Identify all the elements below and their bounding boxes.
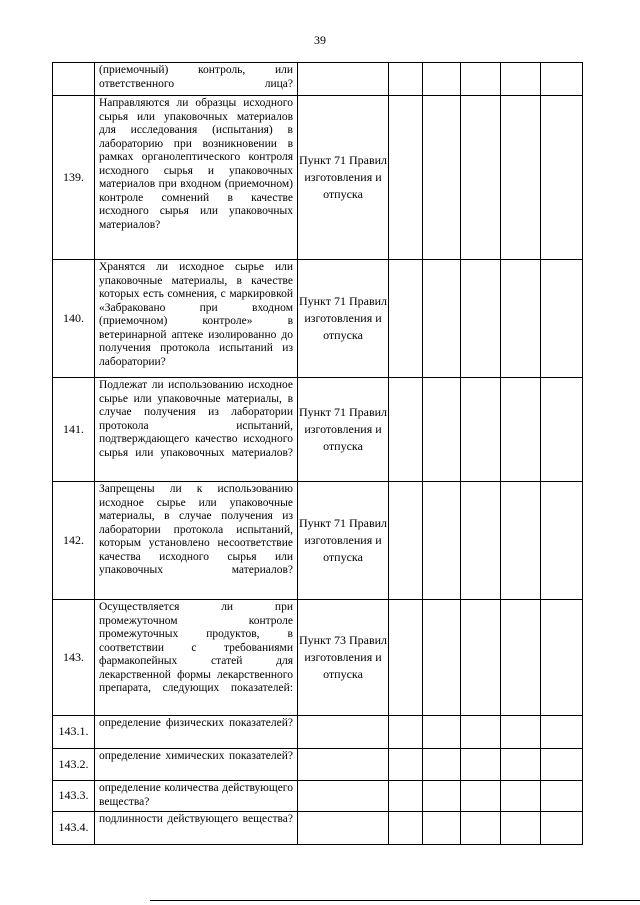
answer-cell[interactable] bbox=[541, 96, 583, 260]
row-number: 143.3. bbox=[53, 781, 95, 812]
row-number: 141. bbox=[53, 378, 95, 482]
answer-cell[interactable] bbox=[423, 749, 461, 781]
answer-cell[interactable] bbox=[501, 260, 541, 378]
reference-cell bbox=[298, 63, 389, 96]
row-number: 143. bbox=[53, 600, 95, 716]
answer-cell[interactable] bbox=[461, 482, 501, 600]
question-cell bbox=[95, 749, 298, 781]
question-cell bbox=[95, 63, 298, 96]
answer-cell[interactable] bbox=[541, 63, 583, 96]
question-text: Осуществляется ли при промежуточном контроле промежуточных продуктов, в соответствии с требованиями фармакопейных статей для лекарственной формы лекарственного препарата, следующих показателей: bbox=[99, 601, 293, 694]
answer-cell[interactable] bbox=[461, 378, 501, 482]
answer-cell[interactable] bbox=[389, 482, 423, 600]
answer-cell[interactable] bbox=[501, 781, 541, 812]
reference-cell: Пункт 71 Правил изготовления и отпуска bbox=[298, 96, 389, 260]
question-text: определение физических показателей? bbox=[99, 717, 293, 729]
answer-cell[interactable] bbox=[389, 716, 423, 749]
answer-cell[interactable] bbox=[501, 63, 541, 96]
answer-cell[interactable] bbox=[461, 812, 501, 845]
page-number: 39 bbox=[314, 33, 326, 47]
row-number: 139. bbox=[53, 96, 95, 260]
answer-cell[interactable] bbox=[423, 260, 461, 378]
question-cell bbox=[95, 812, 298, 845]
answer-cell[interactable] bbox=[501, 812, 541, 845]
table-row bbox=[53, 716, 583, 749]
answer-cell[interactable] bbox=[541, 749, 583, 781]
question-cell bbox=[95, 96, 298, 260]
answer-cell[interactable] bbox=[423, 96, 461, 260]
question-cell bbox=[95, 260, 298, 378]
question-cell bbox=[95, 600, 298, 716]
reference-cell bbox=[298, 716, 389, 749]
row-number: 143.4. bbox=[53, 812, 95, 845]
bottom-rule bbox=[150, 900, 640, 901]
reference-cell bbox=[298, 781, 389, 812]
question-text: подлинности действующего вещества? bbox=[99, 813, 293, 825]
answer-cell[interactable] bbox=[501, 482, 541, 600]
answer-cell[interactable] bbox=[501, 96, 541, 260]
reference-cell: Пункт 71 Правил изготовления и отпуска bbox=[298, 378, 389, 482]
checklist-table bbox=[52, 62, 583, 845]
answer-cell[interactable] bbox=[541, 781, 583, 812]
answer-cell[interactable] bbox=[423, 482, 461, 600]
question-cell bbox=[95, 716, 298, 749]
question-text: (приемочный) контроль, или ответственного лица? bbox=[99, 64, 293, 90]
answer-cell[interactable] bbox=[541, 600, 583, 716]
answer-cell[interactable] bbox=[461, 260, 501, 378]
answer-cell[interactable] bbox=[423, 600, 461, 716]
question-cell bbox=[95, 781, 298, 812]
table-row bbox=[53, 96, 583, 260]
answer-cell[interactable] bbox=[461, 600, 501, 716]
question-text: Направляются ли образцы исходного сырья или упаковочных материалов для исследования (испытания) в лабораторию при возникновении в рамках органолептического контроля исходного сырья и упаковочных материалов при входном (приемочном) контроле сомнений в качестве исходного сырья или упаковочных материалов? bbox=[99, 97, 293, 231]
answer-cell[interactable] bbox=[423, 716, 461, 749]
table-row bbox=[53, 482, 583, 600]
answer-cell[interactable] bbox=[541, 378, 583, 482]
answer-cell[interactable] bbox=[501, 378, 541, 482]
row-number bbox=[53, 63, 95, 96]
table-row bbox=[53, 781, 583, 812]
question-cell bbox=[95, 482, 298, 600]
answer-cell[interactable] bbox=[541, 812, 583, 845]
row-number: 143.1. bbox=[53, 716, 95, 749]
table-row bbox=[53, 812, 583, 845]
row-number: 142. bbox=[53, 482, 95, 600]
table-row bbox=[53, 749, 583, 781]
answer-cell[interactable] bbox=[389, 378, 423, 482]
answer-cell[interactable] bbox=[461, 781, 501, 812]
table-row bbox=[53, 260, 583, 378]
table-row bbox=[53, 63, 583, 96]
answer-cell[interactable] bbox=[541, 482, 583, 600]
answer-cell[interactable] bbox=[541, 260, 583, 378]
answer-cell[interactable] bbox=[389, 812, 423, 845]
answer-cell[interactable] bbox=[423, 63, 461, 96]
reference-cell: Пункт 71 Правил изготовления и отпуска bbox=[298, 260, 389, 378]
answer-cell[interactable] bbox=[461, 749, 501, 781]
answer-cell[interactable] bbox=[389, 781, 423, 812]
reference-cell: Пункт 73 Правил изготовления и отпуска bbox=[298, 600, 389, 716]
answer-cell[interactable] bbox=[501, 749, 541, 781]
question-text: определение количества действующего вещества? bbox=[99, 782, 293, 808]
answer-cell[interactable] bbox=[389, 600, 423, 716]
row-number: 140. bbox=[53, 260, 95, 378]
answer-cell[interactable] bbox=[461, 716, 501, 749]
answer-cell[interactable] bbox=[389, 63, 423, 96]
answer-cell[interactable] bbox=[501, 716, 541, 749]
answer-cell[interactable] bbox=[389, 749, 423, 781]
reference-cell bbox=[298, 812, 389, 845]
answer-cell[interactable] bbox=[541, 716, 583, 749]
question-cell bbox=[95, 378, 298, 482]
reference-cell bbox=[298, 749, 389, 781]
answer-cell[interactable] bbox=[423, 378, 461, 482]
table-row bbox=[53, 378, 583, 482]
row-number: 143.2. bbox=[53, 749, 95, 781]
answer-cell[interactable] bbox=[423, 812, 461, 845]
answer-cell[interactable] bbox=[423, 781, 461, 812]
answer-cell[interactable] bbox=[461, 96, 501, 260]
table-row bbox=[53, 600, 583, 716]
answer-cell[interactable] bbox=[389, 260, 423, 378]
answer-cell[interactable] bbox=[389, 96, 423, 260]
question-text: Хранятся ли исходное сырье или упаковочные материалы, в качестве которых есть сомнения, с маркировкой «Забраковано при входном (приемочном) контроле» в ветеринарной аптеке изолированно до получения протокола испытаний из лаборатории? bbox=[99, 261, 293, 368]
answer-cell[interactable] bbox=[461, 63, 501, 96]
question-text: Запрещены ли к использованию исходное сырье или упаковочные материалы, в случае получения из лаборатории протокола испытаний, которым установлено несоответствие качества исходного сырья или упаковочных материалов? bbox=[99, 483, 293, 576]
reference-cell: Пункт 71 Правил изготовления и отпуска bbox=[298, 482, 389, 600]
question-text: Подлежат ли использованию исходное сырье или упаковочные материалы, в случае получения из лаборатории протокола испытаний, подтверждающего качество исходного сырья или упаковочных материалов? bbox=[99, 379, 293, 459]
answer-cell[interactable] bbox=[501, 600, 541, 716]
question-text: определение химических показателей? bbox=[99, 750, 293, 762]
